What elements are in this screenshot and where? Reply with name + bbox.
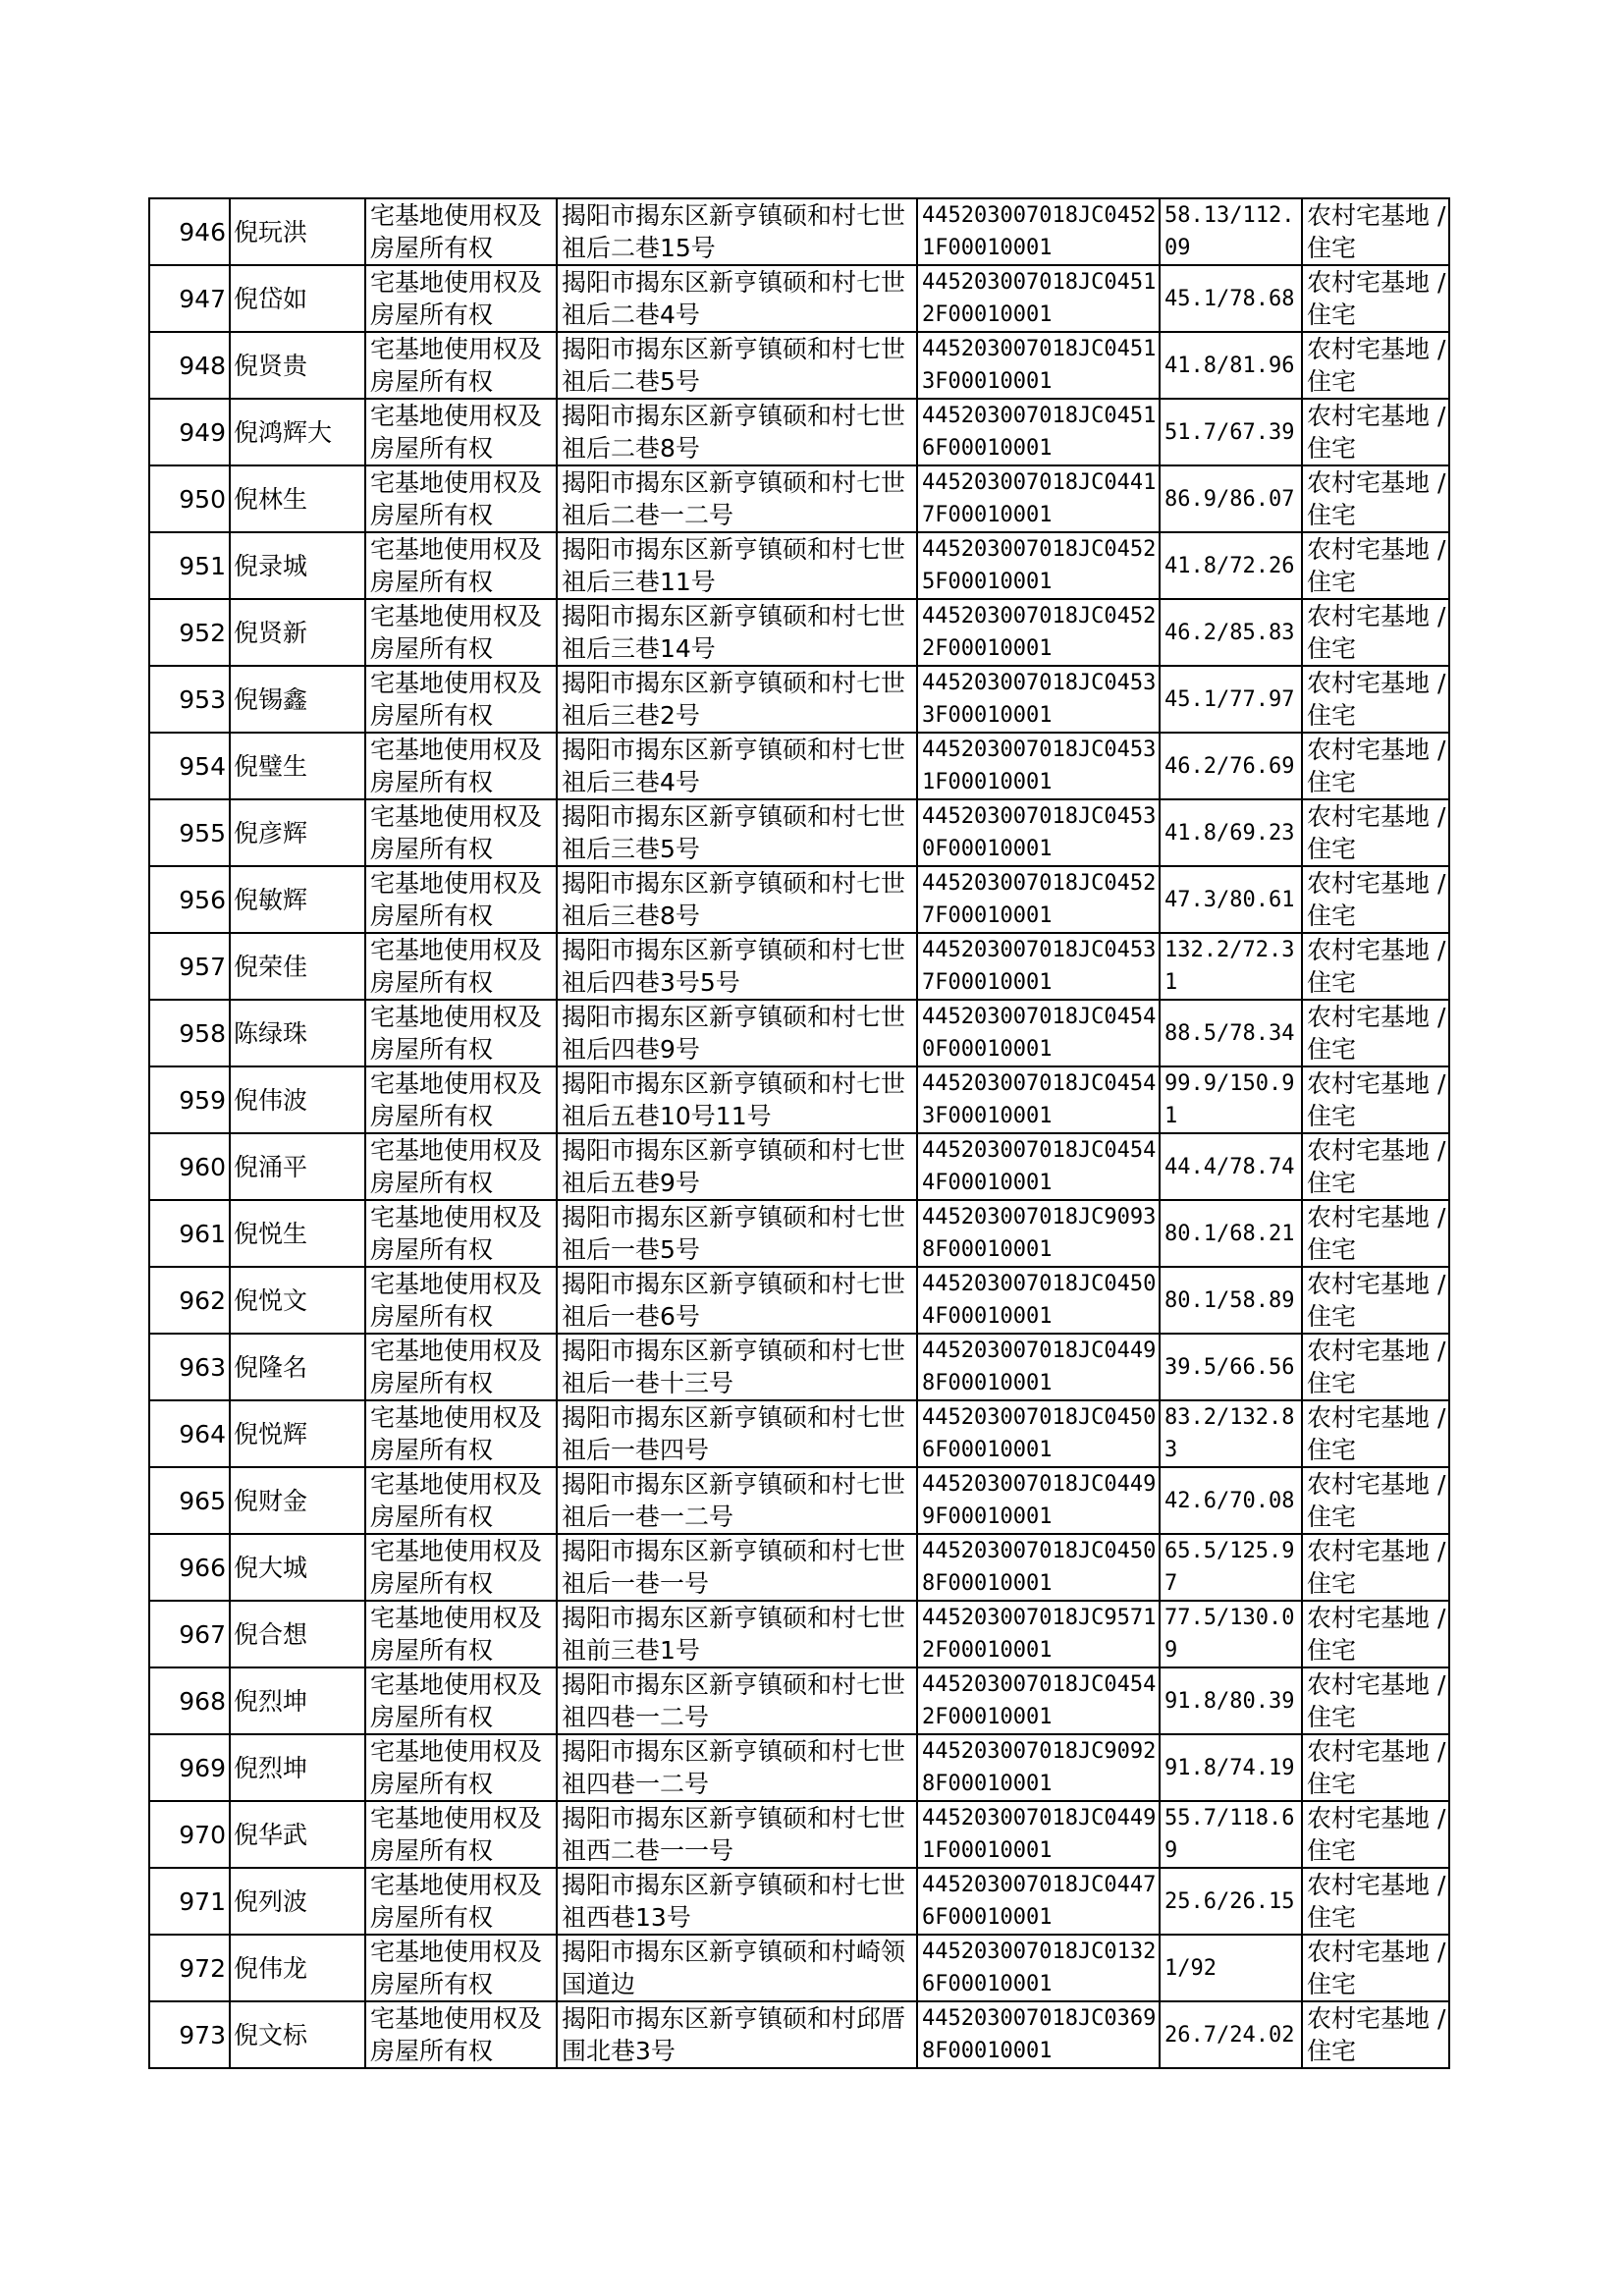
- usage-cell: 农村宅基地 / 住宅: [1302, 265, 1449, 332]
- right-type-cell: 宅基地使用权及房屋所有权: [365, 1200, 557, 1267]
- unit-code-cell: 445203007018JC04498F00010001: [917, 1334, 1160, 1400]
- right-type-cell: 宅基地使用权及房屋所有权: [365, 799, 557, 866]
- address-cell: 揭阳市揭东区新亨镇硕和村七世祖后一巷6号: [557, 1267, 917, 1334]
- area-cell: 65.5/125.97: [1160, 1534, 1302, 1601]
- usage-cell: 农村宅基地 / 住宅: [1302, 933, 1449, 1000]
- record-table: [148, 197, 1450, 2069]
- address-cell: 揭阳市揭东区新亨镇硕和村七世祖后四巷3号5号: [557, 933, 917, 1000]
- unit-code-cell: 445203007018JC04525F00010001: [917, 532, 1160, 599]
- row-number-cell: 958: [149, 1000, 230, 1066]
- owner-name-cell: 倪林生: [230, 465, 365, 532]
- row-number-cell: 960: [149, 1133, 230, 1200]
- owner-name-cell: 陈绿珠: [230, 1000, 365, 1066]
- right-type-cell: 宅基地使用权及房屋所有权: [365, 198, 557, 265]
- unit-code-cell: 445203007018JC04533F00010001: [917, 666, 1160, 733]
- unit-code-cell: 445203007018JC04508F00010001: [917, 1534, 1160, 1601]
- owner-name-cell: 倪彦辉: [230, 799, 365, 866]
- address-cell: 揭阳市揭东区新亨镇硕和村邱厝围北巷3号: [557, 2001, 917, 2068]
- area-cell: 51.7/67.39: [1160, 399, 1302, 465]
- owner-name-cell: 倪贤贵: [230, 332, 365, 399]
- area-cell: 41.8/81.96: [1160, 332, 1302, 399]
- unit-code-cell: 445203007018JC04521F00010001: [917, 198, 1160, 265]
- area-cell: 42.6/70.08: [1160, 1467, 1302, 1534]
- area-cell: 80.1/68.21: [1160, 1200, 1302, 1267]
- unit-code-cell: 445203007018JC04542F00010001: [917, 1667, 1160, 1734]
- area-cell: 1/92: [1160, 1935, 1302, 2001]
- row-number-cell: 947: [149, 265, 230, 332]
- table-row: [149, 866, 1449, 933]
- row-number-cell: 952: [149, 599, 230, 666]
- usage-cell: 农村宅基地 / 住宅: [1302, 1000, 1449, 1066]
- right-type-cell: 宅基地使用权及房屋所有权: [365, 1868, 557, 1935]
- address-cell: 揭阳市揭东区新亨镇硕和村七世祖后二巷5号: [557, 332, 917, 399]
- table-row: [149, 198, 1449, 265]
- right-type-cell: 宅基地使用权及房屋所有权: [365, 1400, 557, 1467]
- table-row: [149, 666, 1449, 733]
- table-row: [149, 1467, 1449, 1534]
- usage-cell: 农村宅基地 / 住宅: [1302, 1467, 1449, 1534]
- table-row: [149, 599, 1449, 666]
- owner-name-cell: 倪伟波: [230, 1066, 365, 1133]
- unit-code-cell: 445203007018JC04513F00010001: [917, 332, 1160, 399]
- table-row: [149, 1000, 1449, 1066]
- row-number-cell: 963: [149, 1334, 230, 1400]
- address-cell: 揭阳市揭东区新亨镇硕和村七世祖后二巷4号: [557, 265, 917, 332]
- table-row: [149, 933, 1449, 1000]
- area-cell: 39.5/66.56: [1160, 1334, 1302, 1400]
- area-cell: 77.5/130.09: [1160, 1601, 1302, 1667]
- address-cell: 揭阳市揭东区新亨镇硕和村七世祖后五巷9号: [557, 1133, 917, 1200]
- row-number-cell: 957: [149, 933, 230, 1000]
- table-row: [149, 799, 1449, 866]
- row-number-cell: 953: [149, 666, 230, 733]
- right-type-cell: 宅基地使用权及房屋所有权: [365, 1534, 557, 1601]
- usage-cell: 农村宅基地 / 住宅: [1302, 666, 1449, 733]
- table-row: [149, 1935, 1449, 2001]
- unit-code-cell: 445203007018JC90938F00010001: [917, 1200, 1160, 1267]
- address-cell: 揭阳市揭东区新亨镇硕和村七世祖后三巷2号: [557, 666, 917, 733]
- table-row: [149, 1801, 1449, 1868]
- area-cell: 58.13/112.09: [1160, 198, 1302, 265]
- area-cell: 47.3/80.61: [1160, 866, 1302, 933]
- row-number-cell: 956: [149, 866, 230, 933]
- usage-cell: 农村宅基地 / 住宅: [1302, 1601, 1449, 1667]
- owner-name-cell: 倪华武: [230, 1801, 365, 1868]
- address-cell: 揭阳市揭东区新亨镇硕和村七世祖后一巷十三号: [557, 1334, 917, 1400]
- right-type-cell: 宅基地使用权及房屋所有权: [365, 532, 557, 599]
- table-row: [149, 733, 1449, 799]
- address-cell: 揭阳市揭东区新亨镇硕和村七世祖后三巷5号: [557, 799, 917, 866]
- usage-cell: 农村宅基地 / 住宅: [1302, 2001, 1449, 2068]
- address-cell: 揭阳市揭东区新亨镇硕和村七世祖后五巷10号11号: [557, 1066, 917, 1133]
- area-cell: 26.7/24.02: [1160, 2001, 1302, 2068]
- row-number-cell: 972: [149, 1935, 230, 2001]
- address-cell: 揭阳市揭东区新亨镇硕和村七世祖前三巷1号: [557, 1601, 917, 1667]
- area-cell: 83.2/132.83: [1160, 1400, 1302, 1467]
- usage-cell: 农村宅基地 / 住宅: [1302, 1400, 1449, 1467]
- address-cell: 揭阳市揭东区新亨镇硕和村七世祖后一巷一号: [557, 1534, 917, 1601]
- right-type-cell: 宅基地使用权及房屋所有权: [365, 399, 557, 465]
- right-type-cell: 宅基地使用权及房屋所有权: [365, 866, 557, 933]
- right-type-cell: 宅基地使用权及房屋所有权: [365, 1801, 557, 1868]
- row-number-cell: 954: [149, 733, 230, 799]
- right-type-cell: 宅基地使用权及房屋所有权: [365, 2001, 557, 2068]
- address-cell: 揭阳市揭东区新亨镇硕和村七世祖四巷一二号: [557, 1734, 917, 1801]
- area-cell: 44.4/78.74: [1160, 1133, 1302, 1200]
- area-cell: 91.8/80.39: [1160, 1667, 1302, 1734]
- table-row: [149, 1267, 1449, 1334]
- table-row: [149, 1133, 1449, 1200]
- unit-code-cell: 445203007018JC04512F00010001: [917, 265, 1160, 332]
- usage-cell: 农村宅基地 / 住宅: [1302, 1935, 1449, 2001]
- right-type-cell: 宅基地使用权及房屋所有权: [365, 666, 557, 733]
- table-row: [149, 399, 1449, 465]
- address-cell: 揭阳市揭东区新亨镇硕和村七世祖后一巷四号: [557, 1400, 917, 1467]
- unit-code-cell: 445203007018JC04540F00010001: [917, 1000, 1160, 1066]
- owner-name-cell: 倪悦辉: [230, 1400, 365, 1467]
- row-number-cell: 962: [149, 1267, 230, 1334]
- area-cell: 132.2/72.31: [1160, 933, 1302, 1000]
- row-number-cell: 969: [149, 1734, 230, 1801]
- area-cell: 55.7/118.69: [1160, 1801, 1302, 1868]
- usage-cell: 农村宅基地 / 住宅: [1302, 1801, 1449, 1868]
- right-type-cell: 宅基地使用权及房屋所有权: [365, 1467, 557, 1534]
- owner-name-cell: 倪敏辉: [230, 866, 365, 933]
- usage-cell: 农村宅基地 / 住宅: [1302, 1667, 1449, 1734]
- table-body: [149, 198, 1449, 2068]
- usage-cell: 农村宅基地 / 住宅: [1302, 198, 1449, 265]
- unit-code-cell: 445203007018JC04544F00010001: [917, 1133, 1160, 1200]
- right-type-cell: 宅基地使用权及房屋所有权: [365, 1935, 557, 2001]
- owner-name-cell: 倪文标: [230, 2001, 365, 2068]
- area-cell: 46.2/76.69: [1160, 733, 1302, 799]
- right-type-cell: 宅基地使用权及房屋所有权: [365, 265, 557, 332]
- usage-cell: 农村宅基地 / 住宅: [1302, 599, 1449, 666]
- right-type-cell: 宅基地使用权及房屋所有权: [365, 599, 557, 666]
- row-number-cell: 959: [149, 1066, 230, 1133]
- unit-code-cell: 445203007018JC90928F00010001: [917, 1734, 1160, 1801]
- usage-cell: 农村宅基地 / 住宅: [1302, 1334, 1449, 1400]
- address-cell: 揭阳市揭东区新亨镇硕和村七世祖后一巷一二号: [557, 1467, 917, 1534]
- row-number-cell: 946: [149, 198, 230, 265]
- area-cell: 46.2/85.83: [1160, 599, 1302, 666]
- table-row: [149, 1534, 1449, 1601]
- owner-name-cell: 倪璧生: [230, 733, 365, 799]
- right-type-cell: 宅基地使用权及房屋所有权: [365, 465, 557, 532]
- table-row: [149, 1066, 1449, 1133]
- area-cell: 25.6/26.15: [1160, 1868, 1302, 1935]
- right-type-cell: 宅基地使用权及房屋所有权: [365, 1066, 557, 1133]
- unit-code-cell: 445203007018JC04504F00010001: [917, 1267, 1160, 1334]
- right-type-cell: 宅基地使用权及房屋所有权: [365, 1267, 557, 1334]
- owner-name-cell: 倪合想: [230, 1601, 365, 1667]
- table-row: [149, 1868, 1449, 1935]
- owner-name-cell: 倪录城: [230, 532, 365, 599]
- address-cell: 揭阳市揭东区新亨镇硕和村七世祖后三巷14号: [557, 599, 917, 666]
- unit-code-cell: 445203007018JC04531F00010001: [917, 733, 1160, 799]
- area-cell: 45.1/77.97: [1160, 666, 1302, 733]
- owner-name-cell: 倪大城: [230, 1534, 365, 1601]
- address-cell: 揭阳市揭东区新亨镇硕和村七世祖后二巷一二号: [557, 465, 917, 532]
- table-row: [149, 1400, 1449, 1467]
- unit-code-cell: 445203007018JC04543F00010001: [917, 1066, 1160, 1133]
- address-cell: 揭阳市揭东区新亨镇硕和村七世祖后四巷9号: [557, 1000, 917, 1066]
- usage-cell: 农村宅基地 / 住宅: [1302, 1534, 1449, 1601]
- usage-cell: 农村宅基地 / 住宅: [1302, 399, 1449, 465]
- unit-code-cell: 445203007018JC95712F00010001: [917, 1601, 1160, 1667]
- owner-name-cell: 倪悦文: [230, 1267, 365, 1334]
- usage-cell: 农村宅基地 / 住宅: [1302, 799, 1449, 866]
- owner-name-cell: 倪涌平: [230, 1133, 365, 1200]
- row-number-cell: 951: [149, 532, 230, 599]
- area-cell: 45.1/78.68: [1160, 265, 1302, 332]
- unit-code-cell: 445203007018JC04522F00010001: [917, 599, 1160, 666]
- right-type-cell: 宅基地使用权及房屋所有权: [365, 1334, 557, 1400]
- area-cell: 88.5/78.34: [1160, 1000, 1302, 1066]
- right-type-cell: 宅基地使用权及房屋所有权: [365, 1601, 557, 1667]
- address-cell: 揭阳市揭东区新亨镇硕和村七世祖西二巷一一号: [557, 1801, 917, 1868]
- usage-cell: 农村宅基地 / 住宅: [1302, 1267, 1449, 1334]
- address-cell: 揭阳市揭东区新亨镇硕和村崎领国道边: [557, 1935, 917, 2001]
- row-number-cell: 967: [149, 1601, 230, 1667]
- table-row: [149, 265, 1449, 332]
- unit-code-cell: 445203007018JC04417F00010001: [917, 465, 1160, 532]
- row-number-cell: 968: [149, 1667, 230, 1734]
- usage-cell: 农村宅基地 / 住宅: [1302, 532, 1449, 599]
- table-row: [149, 1334, 1449, 1400]
- owner-name-cell: 倪荣佳: [230, 933, 365, 1000]
- table-row: [149, 1200, 1449, 1267]
- owner-name-cell: 倪锡鑫: [230, 666, 365, 733]
- address-cell: 揭阳市揭东区新亨镇硕和村七世祖后三巷11号: [557, 532, 917, 599]
- row-number-cell: 971: [149, 1868, 230, 1935]
- row-number-cell: 965: [149, 1467, 230, 1534]
- table-row: [149, 1667, 1449, 1734]
- usage-cell: 农村宅基地 / 住宅: [1302, 465, 1449, 532]
- owner-name-cell: 倪玩洪: [230, 198, 365, 265]
- usage-cell: 农村宅基地 / 住宅: [1302, 1066, 1449, 1133]
- unit-code-cell: 445203007018JC04537F00010001: [917, 933, 1160, 1000]
- owner-name-cell: 倪财金: [230, 1467, 365, 1534]
- owner-name-cell: 倪烈坤: [230, 1734, 365, 1801]
- owner-name-cell: 倪贤新: [230, 599, 365, 666]
- address-cell: 揭阳市揭东区新亨镇硕和村七世祖后三巷8号: [557, 866, 917, 933]
- usage-cell: 农村宅基地 / 住宅: [1302, 1868, 1449, 1935]
- row-number-cell: 966: [149, 1534, 230, 1601]
- right-type-cell: 宅基地使用权及房屋所有权: [365, 1133, 557, 1200]
- unit-code-cell: 445203007018JC04476F00010001: [917, 1868, 1160, 1935]
- table-row: [149, 2001, 1449, 2068]
- row-number-cell: 948: [149, 332, 230, 399]
- usage-cell: 农村宅基地 / 住宅: [1302, 866, 1449, 933]
- usage-cell: 农村宅基地 / 住宅: [1302, 1200, 1449, 1267]
- area-cell: 41.8/69.23: [1160, 799, 1302, 866]
- row-number-cell: 964: [149, 1400, 230, 1467]
- address-cell: 揭阳市揭东区新亨镇硕和村七世祖后三巷4号: [557, 733, 917, 799]
- unit-code-cell: 445203007018JC04506F00010001: [917, 1400, 1160, 1467]
- owner-name-cell: 倪隆名: [230, 1334, 365, 1400]
- table-row: [149, 1734, 1449, 1801]
- usage-cell: 农村宅基地 / 住宅: [1302, 1133, 1449, 1200]
- row-number-cell: 950: [149, 465, 230, 532]
- address-cell: 揭阳市揭东区新亨镇硕和村七世祖后二巷15号: [557, 198, 917, 265]
- right-type-cell: 宅基地使用权及房屋所有权: [365, 1734, 557, 1801]
- unit-code-cell: 445203007018JC04530F00010001: [917, 799, 1160, 866]
- address-cell: 揭阳市揭东区新亨镇硕和村七世祖四巷一二号: [557, 1667, 917, 1734]
- right-type-cell: 宅基地使用权及房屋所有权: [365, 1000, 557, 1066]
- unit-code-cell: 445203007018JC04491F00010001: [917, 1801, 1160, 1868]
- owner-name-cell: 倪伟龙: [230, 1935, 365, 2001]
- table-row: [149, 1601, 1449, 1667]
- table-row: [149, 532, 1449, 599]
- usage-cell: 农村宅基地 / 住宅: [1302, 1734, 1449, 1801]
- row-number-cell: 955: [149, 799, 230, 866]
- right-type-cell: 宅基地使用权及房屋所有权: [365, 733, 557, 799]
- right-type-cell: 宅基地使用权及房屋所有权: [365, 933, 557, 1000]
- owner-name-cell: 倪列波: [230, 1868, 365, 1935]
- unit-code-cell: 445203007018JC04499F00010001: [917, 1467, 1160, 1534]
- usage-cell: 农村宅基地 / 住宅: [1302, 332, 1449, 399]
- row-number-cell: 949: [149, 399, 230, 465]
- table-row: [149, 465, 1449, 532]
- owner-name-cell: 倪岱如: [230, 265, 365, 332]
- address-cell: 揭阳市揭东区新亨镇硕和村七世祖后一巷5号: [557, 1200, 917, 1267]
- area-cell: 99.9/150.91: [1160, 1066, 1302, 1133]
- row-number-cell: 970: [149, 1801, 230, 1868]
- area-cell: 41.8/72.26: [1160, 532, 1302, 599]
- area-cell: 91.8/74.19: [1160, 1734, 1302, 1801]
- owner-name-cell: 倪鸿辉大: [230, 399, 365, 465]
- row-number-cell: 973: [149, 2001, 230, 2068]
- unit-code-cell: 445203007018JC01326F00010001: [917, 1935, 1160, 2001]
- address-cell: 揭阳市揭东区新亨镇硕和村七世祖后二巷8号: [557, 399, 917, 465]
- area-cell: 80.1/58.89: [1160, 1267, 1302, 1334]
- area-cell: 86.9/86.07: [1160, 465, 1302, 532]
- table-row: [149, 332, 1449, 399]
- usage-cell: 农村宅基地 / 住宅: [1302, 733, 1449, 799]
- right-type-cell: 宅基地使用权及房屋所有权: [365, 332, 557, 399]
- owner-name-cell: 倪烈坤: [230, 1667, 365, 1734]
- right-type-cell: 宅基地使用权及房屋所有权: [365, 1667, 557, 1734]
- unit-code-cell: 445203007018JC04516F00010001: [917, 399, 1160, 465]
- row-number-cell: 961: [149, 1200, 230, 1267]
- owner-name-cell: 倪悦生: [230, 1200, 365, 1267]
- unit-code-cell: 445203007018JC03698F00010001: [917, 2001, 1160, 2068]
- unit-code-cell: 445203007018JC04527F00010001: [917, 866, 1160, 933]
- address-cell: 揭阳市揭东区新亨镇硕和村七世祖西巷13号: [557, 1868, 917, 1935]
